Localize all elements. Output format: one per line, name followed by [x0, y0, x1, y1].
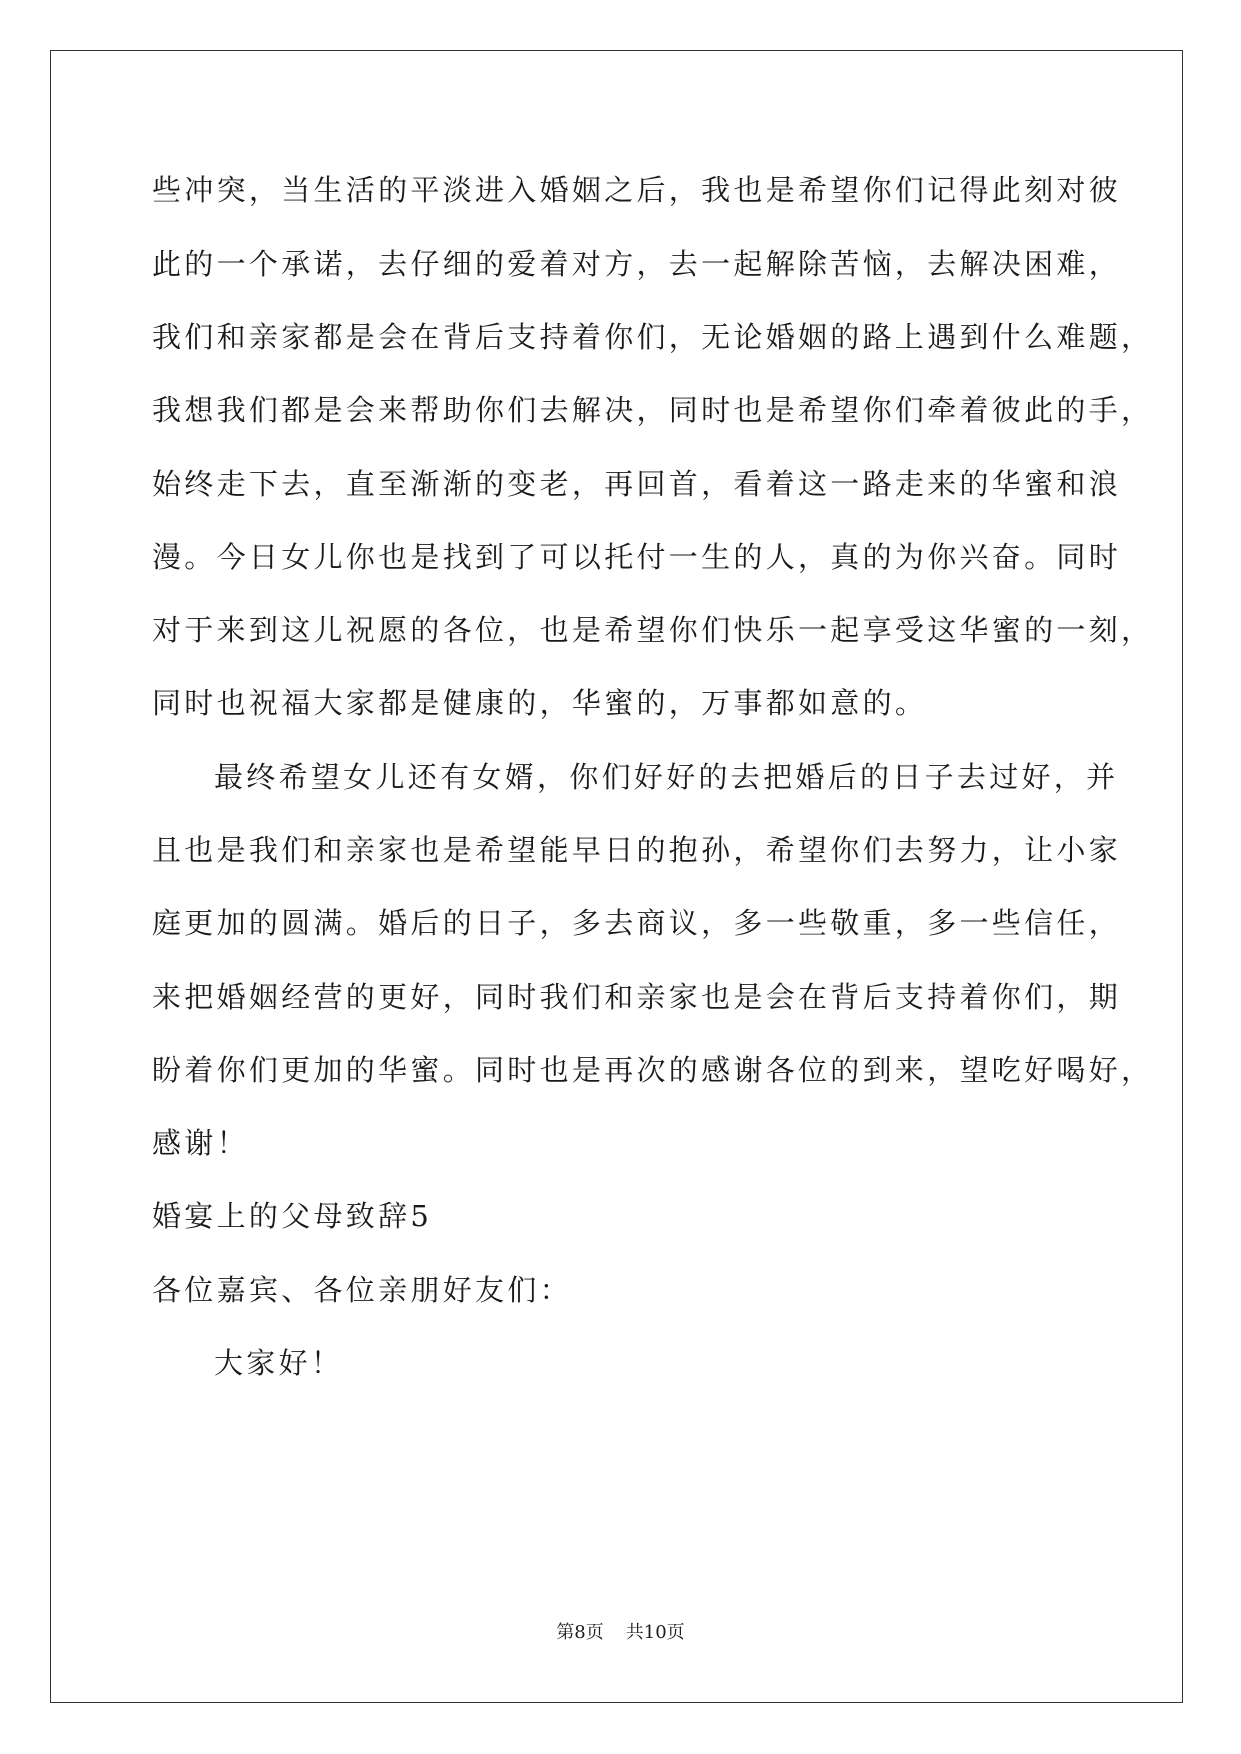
section-heading: 婚宴上的父母致辞5	[152, 1199, 433, 1233]
text-line: 我们和亲家都是会在背后支持着你们，无论婚姻的路上遇到什么难题，	[152, 320, 1154, 354]
text-line: 始终走下去，直至渐渐的变老，再回首，看着这一路走来的华蜜和浪	[152, 467, 1122, 501]
text-line: 且也是我们和亲家也是希望能早日的抱孙，希望你们去努力，让小家	[152, 833, 1122, 867]
text-line: 些冲突，当生活的平淡进入婚姻之后，我也是希望你们记得此刻对彼	[152, 173, 1122, 207]
page-number-current: 第8页	[556, 1622, 604, 1643]
text-line: 感谢！	[152, 1126, 249, 1160]
page-footer	[0, 1618, 1241, 1644]
text-line: 漫。今日女儿你也是找到了可以托付一生的人，真的为你兴奋。同时	[152, 540, 1122, 574]
greeting: 大家好！	[214, 1346, 344, 1380]
text-line: 同时也祝福大家都是健康的，华蜜的，万事都如意的。	[152, 686, 928, 720]
text-line: 此的一个承诺，去仔细的爱着对方，去一起解除苦恼，去解决困难，	[152, 247, 1122, 281]
text-line: 来把婚姻经营的更好，同时我们和亲家也是会在背后支持着你们，期	[152, 980, 1122, 1014]
salutation: 各位嘉宾、各位亲朋好友们：	[152, 1273, 572, 1307]
text-line: 对于来到这儿祝愿的各位，也是希望你们快乐一起享受这华蜜的一刻，	[152, 613, 1154, 647]
page-number-total: 共10页	[625, 1622, 685, 1643]
text-line: 盼着你们更加的华蜜。同时也是再次的感谢各位的到来，望吃好喝好，	[152, 1053, 1154, 1087]
text-line: 庭更加的圆满。婚后的日子，多去商议，多一些敬重，多一些信任，	[152, 906, 1122, 940]
page-border	[50, 50, 1183, 1703]
text-line: 我想我们都是会来帮助你们去解决，同时也是希望你们牵着彼此的手，	[152, 393, 1154, 427]
text-line: 最终希望女儿还有女婿，你们好好的去把婚后的日子去过好，并	[214, 760, 1119, 794]
